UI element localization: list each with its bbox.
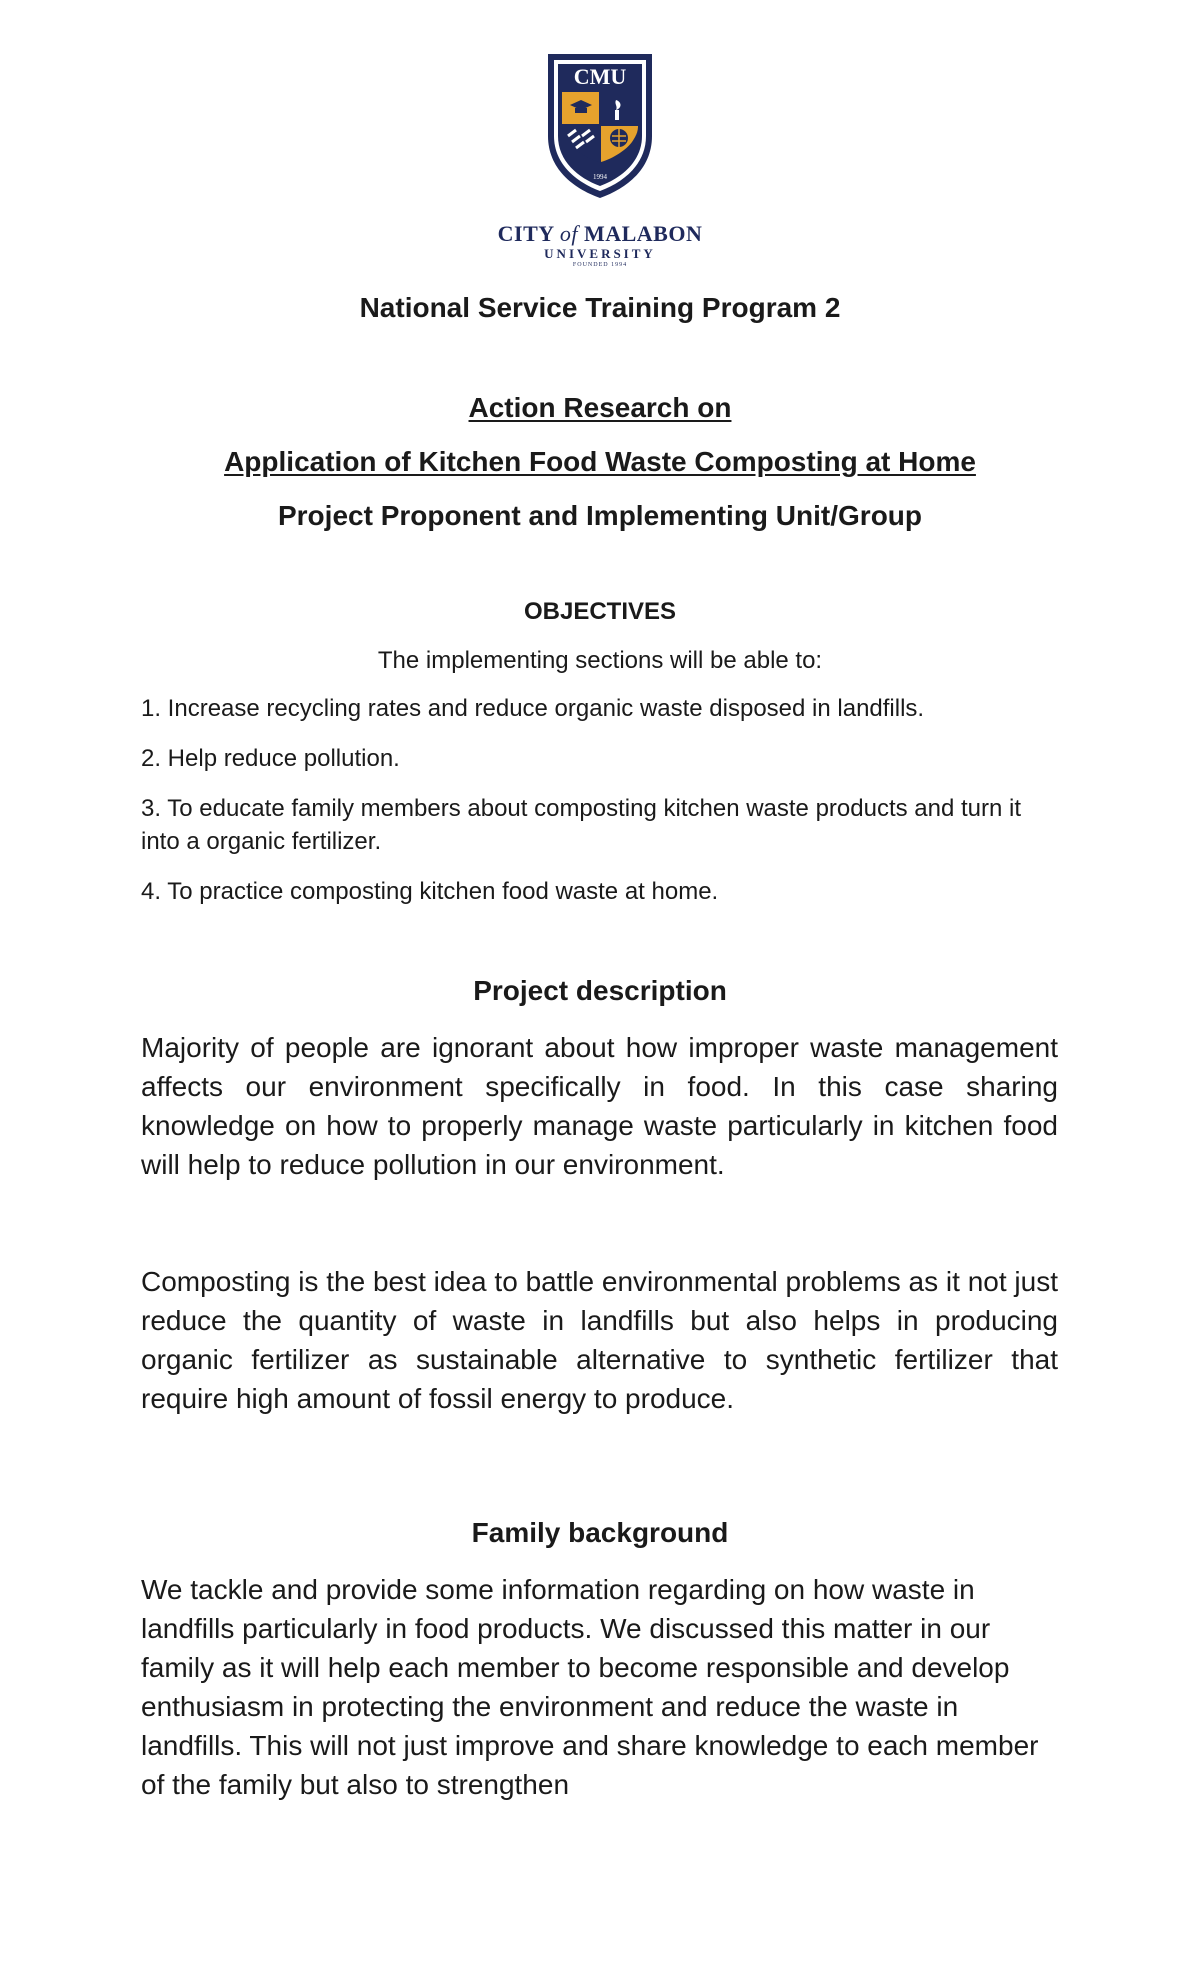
objective-item: 2. Help reduce pollution. bbox=[141, 745, 400, 772]
brand-city: CITY bbox=[497, 221, 554, 246]
project-description-paragraph-2: Composting is the best idea to battle environmental problems as it not just reduce the quantity of waste in landfills but also helps in producing organic fertilizer as sustainable alternative to synthetic fertilizer that require high amount of fossil energy to produce. bbox=[141, 1266, 1058, 1414]
action-research-heading: Action Research on bbox=[468, 392, 732, 423]
project-title: Application of Kitchen Food Waste Composting at Home bbox=[224, 446, 976, 477]
objective-item: 3. To educate family members about composting kitchen waste products and turn it into a organic fertilizer. bbox=[141, 795, 1022, 855]
objectives-heading: OBJECTIVES bbox=[523, 598, 677, 625]
brand-founded: FOUNDED 1994 bbox=[572, 262, 628, 268]
objectives-intro: The implementing sections will be able to: bbox=[377, 647, 823, 674]
project-description-heading: Project description bbox=[473, 975, 727, 1006]
shield-text: CMU bbox=[573, 64, 627, 89]
shield-year: 1994 bbox=[593, 173, 607, 181]
project-description-paragraph-1: Majority of people are ignorant about how improper waste management affects our environment specifically in food. In this case sharing knowledge on how to properly manage waste particularly in kitchen food will help to reduce pollution in our environment. bbox=[141, 1032, 1058, 1180]
family-background-heading: Family background bbox=[471, 1517, 729, 1548]
brand-of: of bbox=[559, 221, 578, 246]
objective-item: 1. Increase recycling rates and reduce organic waste disposed in landfills. bbox=[141, 695, 925, 722]
proponent-heading: Project Proponent and Implementing Unit/Group bbox=[277, 500, 922, 531]
brand-university: UNIVERSITY bbox=[544, 246, 656, 261]
brand-malabon: MALABON bbox=[583, 221, 703, 246]
objectives-list bbox=[141, 692, 1081, 925]
university-logo bbox=[470, 50, 730, 280]
objective-item: 4. To practice composting kitchen food waste at home. bbox=[141, 878, 719, 905]
family-background-paragraph: We tackle and provide some information regarding on how waste in landfills particularly in food products. We discussed this matter in our family as it will help each member to become responsible and develop enthusiasm in protecting the environment and reduce the waste in landfills. This will not just improve and share knowledge to each member of the family but also to strengthen bbox=[141, 1574, 1039, 1800]
university-wordmark bbox=[470, 222, 730, 269]
program-title: National Service Training Program 2 bbox=[359, 292, 841, 323]
